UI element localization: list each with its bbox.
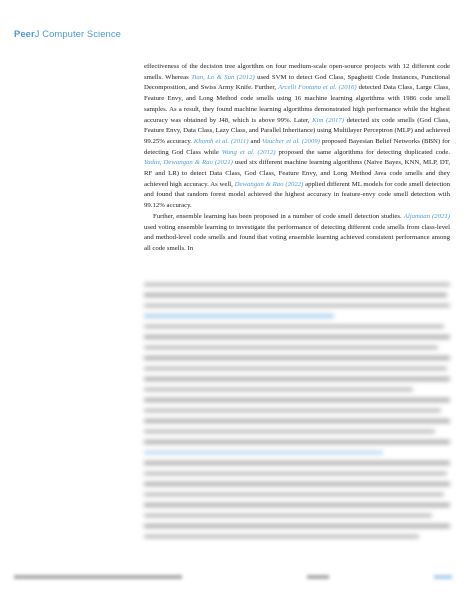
citation-link[interactable]: Dewangan & Rao (2022) <box>234 180 304 188</box>
paragraph-2 <box>144 212 450 255</box>
body-text-run: detected Data Class, Large Class, Feature Envy, and Long Method code smells using 16 machine learning algorithms with 1986 code smell samples. As a result, they found machine learning algorithms demonstrated high performance while the highest accuracy was obtained by J48, which is above 99%. Later, <box>144 84 450 124</box>
body-text-run: detected six code smells (God Class, Feature Envy, Data Class, Lazy Class, and Parallel Inheritance) using Multilayer Perceptron (MLP) and achieved 99.25% accuracy. <box>144 116 450 145</box>
citation-link[interactable]: Wang et al. (2012) <box>221 148 276 156</box>
page-footer <box>14 574 460 582</box>
footer-citation <box>14 575 182 579</box>
citation-link[interactable]: Khomh et al. (2011) <box>193 137 249 145</box>
body-text-run: and <box>248 137 263 145</box>
body-text-run: used SVM to detect God Class, Spaghetti Code Instances, Functional Decomposition, and Swiss Army Knife. Further, <box>144 73 450 92</box>
body-text-run: proposed Bayesian Belief Networks (BBN) for detecting God Class while <box>144 137 450 156</box>
body-text-run: proposed the same algorithms for detecting duplicated code. <box>275 148 451 156</box>
journal-brand-separator: J <box>34 28 40 39</box>
citation-link[interactable]: Tian, Lo & Sun (2012) <box>191 73 255 81</box>
article-body <box>144 62 450 255</box>
citation-link[interactable]: Arcelli Fontana et al. (2016) <box>277 84 357 92</box>
paragraph-1 <box>144 62 450 212</box>
body-text-run: used six different machine learning algorithms (Naive Bayes, KNN, MLP, DT, RF and LR) to detect Data Class, God Class, Feature Envy, and Long Method Java code smells and they achieved high accuracy. As well, <box>144 159 451 188</box>
citation-link[interactable]: Yadav, Dewangan & Rao (2021) <box>144 159 233 167</box>
citation-link[interactable]: Vaucher et al. (2009) <box>262 137 320 145</box>
body-text-run: used voting ensemble learning to investigate the performance of detecting different code smells from class-level and method-level code smells and found that voting ensemble learning achieved consistent performance among all code smells. In <box>144 223 450 252</box>
journal-name: Computer Science <box>42 28 121 39</box>
journal-brand: Peer <box>14 28 35 39</box>
footer-page-number <box>307 575 329 579</box>
body-text-run: Further, ensemble learning has been proposed in a number of code smell detection studies. <box>153 212 404 220</box>
footer-link <box>434 575 452 579</box>
blurred-text-region <box>144 276 450 554</box>
citation-link[interactable]: Kim (2017) <box>312 116 344 124</box>
body-text-run: applied different ML models for code smell detection and found that random forest model achieved the highest accuracy in feature-envy code smell detection with 99.12% accuracy. <box>144 180 450 210</box>
citation-link[interactable]: Aljamaan (2021) <box>403 212 450 220</box>
journal-header <box>14 28 121 39</box>
body-text-run: effectiveness of the decision tree algorithm on four medium-scale open-source projects with 12 different code smells. Whereas <box>144 63 450 81</box>
